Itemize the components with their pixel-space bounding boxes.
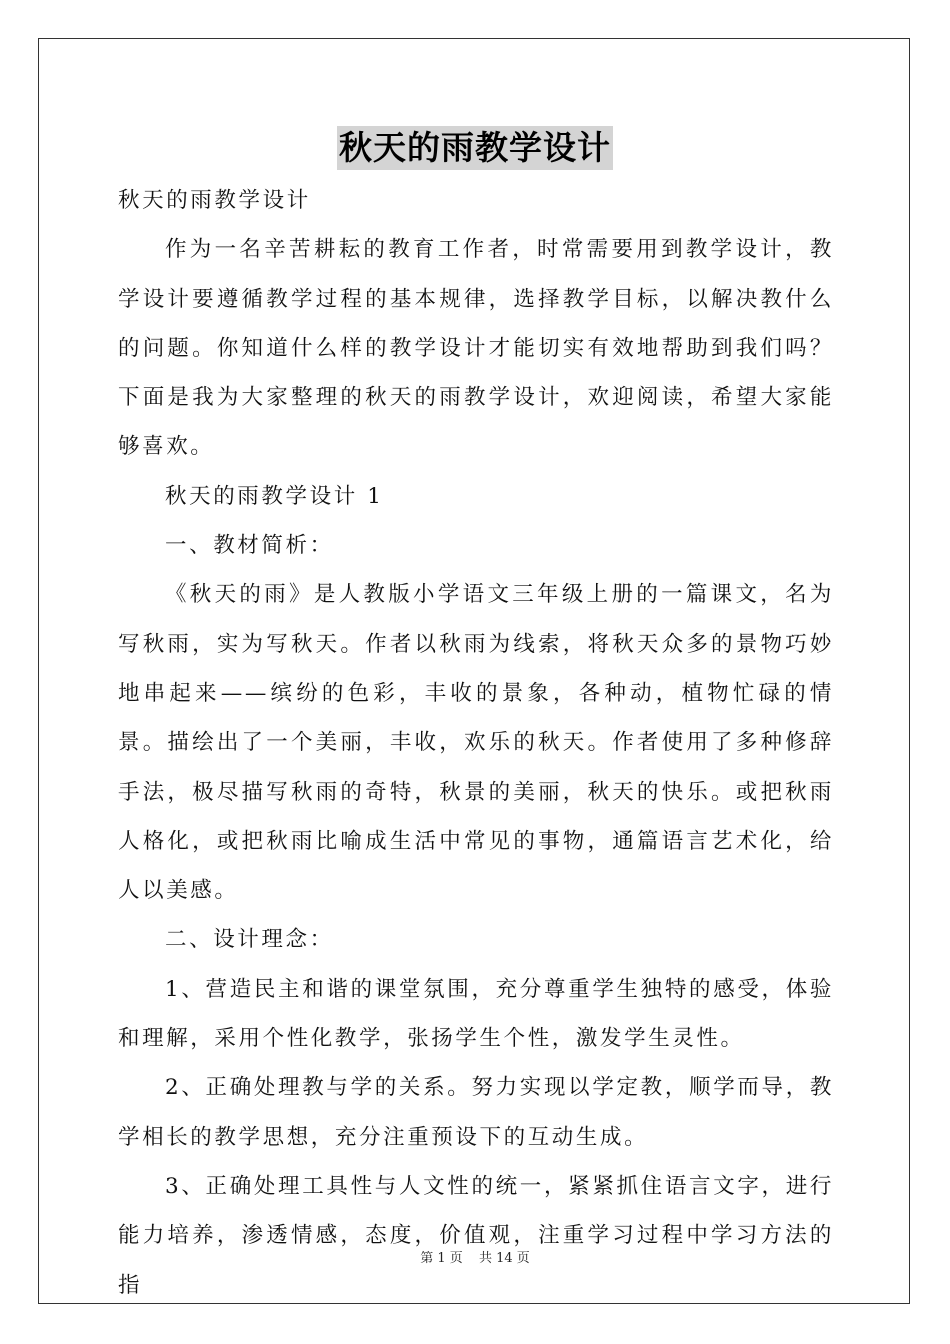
- section-heading: 一、教材简析：: [165, 533, 334, 559]
- document-body: [118, 176, 834, 1310]
- paragraph: 2、正确处理教与学的关系。努力实现以学定教，顺学而导，教学相长的教学思想，充分注重预设下的互动生成。: [118, 1075, 834, 1150]
- page-footer: [0, 1247, 950, 1266]
- paragraph: 《秋天的雨》是人教版小学语文三年级上册的一篇课文，名为写秋雨，实为写秋天。作者以秋雨为线索，将秋天众多的景物巧妙地串起来——缤纷的色彩，丰收的景象，各种动，植物忙碌的情景。描绘出了一个美丽，丰收，欢乐的秋天。作者使用了多种修辞手法，极尽描写秋雨的奇特，秋景的美丽，秋天的快乐。或把秋雨人格化，或把秋雨比喻成生活中常见的事物，通篇语言艺术化，给人以美感。: [118, 582, 834, 904]
- document-subtitle: 秋天的雨教学设计: [118, 188, 311, 213]
- paragraph: 作为一名辛苦耕耘的教育工作者，时常需要用到教学设计，教学设计要遵循教学过程的基本规律，选择教学目标，以解决教什么的问题。你知道什么样的教学设计才能切实有效地帮助到我们吗？下面是我为大家整理的秋天的雨教学设计，欢迎阅读，希望大家能够喜欢。: [118, 237, 834, 460]
- paragraph: 3、正确处理工具性与人文性的统一，紧紧抓住语言文字，进行能力培养，渗透情感，态度，价值观，注重学习过程中学习方法的指: [118, 1173, 834, 1298]
- paragraph: 1、营造民主和谐的课堂氛围，充分尊重学生独特的感受，体验和理解，采用个性化教学，张扬学生个性，激发学生灵性。: [118, 976, 834, 1052]
- section-heading: 二、设计理念：: [165, 927, 334, 953]
- section-heading: 秋天的雨教学设计 1: [165, 483, 384, 509]
- page-total: 共 14 页: [478, 1251, 530, 1266]
- page-number: 第 1 页: [420, 1251, 463, 1266]
- document-title: 秋天的雨教学设计: [337, 126, 613, 170]
- title-container: [0, 126, 950, 170]
